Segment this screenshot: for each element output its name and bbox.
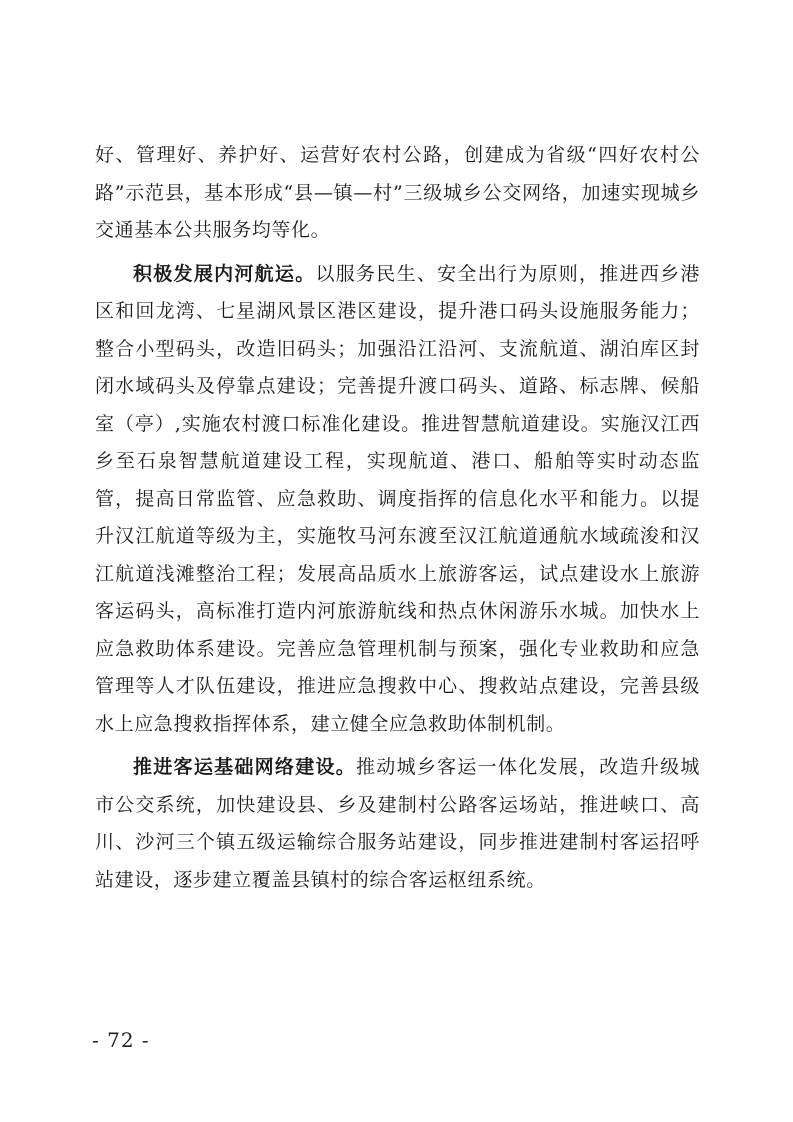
page-number: - 72 - — [92, 1028, 150, 1052]
body-text — [95, 137, 700, 905]
paragraph-inland-waterway — [95, 256, 700, 744]
paragraph-passenger-network — [95, 749, 700, 899]
paragraph-heading: 积极发展内河航运。 — [133, 262, 316, 285]
paragraph-text: 好、管理好、养护好、运营好农村公路，创建成为省级“四好农村公路”示范县，基本形成“县—镇—村”三级城乡公交网络，加速实现城乡交通基本公共服务均等化。 — [95, 144, 700, 241]
paragraph-rural-roads — [95, 137, 700, 250]
paragraph-heading: 推进客运基础网络建设。 — [133, 756, 357, 778]
paragraph-text: 推动城乡客运一体化发展，改造升级城市公交系统，加快建设县、乡及建制村公路客运场站，推进峡口、高川、沙河三个镇五级运输综合服务站建设，同步推进建制村客运招呼站建设，逐步建立覆盖县镇村的综合客运枢纽系统。 — [95, 756, 700, 891]
paragraph-text: 以服务民生、安全出行为原则，推进西乡港区和回龙湾、七星湖风景区港区建设，提升港口码头设施服务能力；整合小型码头，改造旧码头；加强沿江沿河、支流航道、湖泊库区封闭水域码头及停靠点建设；完善提升渡口码头、道路、标志牌、候船室（亭）,实施农村渡口标准化建设。推进智慧航道建设。实施汉江西乡至石泉智慧航道建设工程，实现航道、港口、船舶等实时动态监管，提高日常监管、应急救助、调度指挥的信息化水平和能力。以提升汉江航道等级为主，实施牧马河东渡至汉江航道通航水域疏浚和汉江航道浅滩整治工程；发展高品质水上旅游客运，试点建设水上旅游客运码头，高标准打造内河旅游航线和热点休闲游乐水城。加快水上应急救助体系建设。完善应急管理机制与预案，强化专业救助和应急管理等人才队伍建设，推进应急搜救中心、搜救站点建设，完善县级水上应急搜救指挥体系，建立健全应急救助体制机制。 — [95, 262, 700, 735]
